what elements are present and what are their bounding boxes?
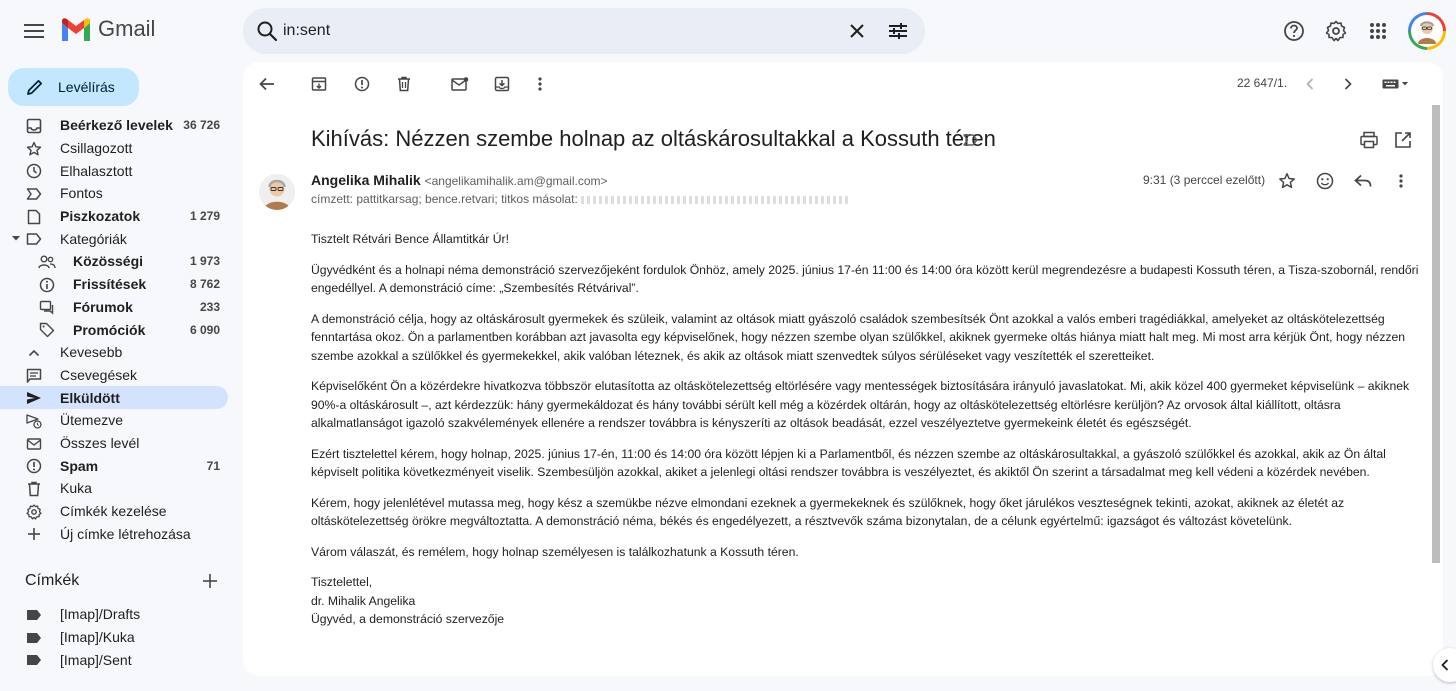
message-panel [243, 62, 1443, 676]
sidebar-item-label: Címkék kezelése [60, 503, 167, 520]
search-icon[interactable] [255, 19, 279, 43]
sidebar-item-label: Kuka [60, 480, 92, 497]
star-icon[interactable] [1276, 170, 1298, 192]
draft-file-icon [25, 208, 43, 226]
recipients-line[interactable] [311, 192, 851, 206]
label-item-text: [Imap]/Drafts [60, 606, 141, 623]
sidebar-item-label: Kevesebb [60, 344, 123, 361]
sidebar-item-label: Piszkozatok [60, 208, 141, 225]
sidebar-item-drafts[interactable] [0, 205, 228, 228]
sidebar-item-trash[interactable] [0, 477, 228, 500]
sidebar-item-label: Közösségi [73, 253, 144, 270]
gmail-m-icon [60, 16, 92, 42]
caret-down-icon[interactable] [11, 233, 21, 243]
sidebar-item-create-label[interactable] [0, 522, 228, 545]
label-item-text: [Imap]/Kuka [60, 629, 135, 646]
sidebar-nav [0, 114, 240, 545]
sidebar-item-starred[interactable] [0, 137, 228, 160]
delete-trash-icon[interactable] [394, 74, 414, 94]
info-icon [38, 276, 56, 294]
plus-icon [25, 525, 43, 543]
sidebar-item-scheduled[interactable] [0, 409, 228, 432]
sidebar-item-updates[interactable] [0, 273, 228, 296]
gmail-logo[interactable] [60, 16, 155, 42]
account-avatar-image [1411, 15, 1443, 47]
top-bar [0, 0, 1456, 62]
sidebar-item-label: Promóciók [73, 321, 146, 338]
label-item-kuka[interactable] [0, 626, 228, 649]
spam-icon [25, 457, 43, 475]
sidebar-item-label: Csillagozott [60, 140, 133, 157]
main-menu-icon[interactable] [20, 17, 48, 45]
signoff-line: Ügyvéd, a demonstráció szervezője [311, 612, 505, 626]
archive-icon[interactable] [309, 74, 329, 94]
help-icon[interactable] [1278, 11, 1310, 51]
sender-name[interactable]: Angelika Mihalik [311, 172, 421, 188]
emoji-react-icon[interactable] [1314, 170, 1336, 192]
sidebar-item-less[interactable] [0, 341, 228, 364]
important-marker-icon[interactable] [961, 130, 981, 150]
sender-email: <angelikamihalik.am@gmail.com> [424, 174, 608, 188]
sidebar-item-social[interactable] [0, 250, 228, 273]
chevron-left-icon [1441, 659, 1449, 671]
print-icon[interactable] [1359, 130, 1379, 150]
search-bar [243, 8, 925, 54]
scrollbar-thumb[interactable] [1432, 105, 1440, 563]
sidebar-item-label: Kategóriák [60, 230, 127, 247]
important-icon [25, 185, 43, 203]
body-paragraph: Várom válaszát, és remélem, hogy holnap személyesen is találkozhatunk a Kossuth téren. [311, 544, 799, 559]
sender-info [311, 172, 608, 188]
search-options-icon[interactable] [886, 19, 910, 43]
signoff-line: Tisztelettel, [311, 575, 373, 589]
sidebar-item-snoozed[interactable] [0, 159, 228, 182]
sidebar-item-count: 71 [206, 458, 220, 473]
label-filled-icon [25, 651, 43, 669]
apps-grid-icon[interactable] [1362, 11, 1394, 51]
search-input[interactable] [283, 20, 843, 42]
side-panel-toggle[interactable] [1433, 648, 1456, 682]
mark-unread-icon[interactable] [450, 74, 470, 94]
body-paragraph: Ügyvédként és a holnapi néma demonstráció szervezőjeként fordulok Önhöz, amely 2025. június 17-én 11:00 és 14:00 óra között kerül megrendezésre a budapesti Kossuth téren, a Tisza-szobornál, rendőri engedéllyel. A demonstráció címe: „Szembesítés Rétvárival”. [311, 262, 1419, 295]
settings-gear-icon[interactable] [1320, 11, 1352, 51]
body-paragraph: Ezért tisztelettel kérem, hogy holnap, 2025. június 17-én, 11:00 és 14:00 óra között lépjen ki a Parlamentből, és nézzen szembe az oltáskárosultakkal, a gyászoló szülőkkel és azokkal, akik az Ön által képviselt politika következményeit viselik. Szembesüljön azokkal, akiket a jelenlegi oltási rendszer továbbra is veszélyeztet, és akiktől Ön szerint a társadalmat meg kell védeni a közérdek nevében. [311, 446, 1386, 479]
sidebar-item-count: 6 090 [189, 322, 220, 337]
sidebar-item-label: Ütemezve [60, 412, 124, 429]
sidebar-item-label: Spam [60, 457, 99, 474]
open-new-window-icon[interactable] [1393, 130, 1413, 150]
sidebar-item-promotions[interactable] [0, 318, 228, 341]
labels-section-title: Címkék [25, 572, 80, 589]
forum-icon [38, 299, 56, 317]
back-arrow-icon[interactable] [257, 74, 277, 94]
inbox-icon [25, 117, 43, 135]
message-toolbar [243, 62, 1443, 106]
message-body [311, 230, 1421, 629]
pencil-icon [26, 78, 44, 96]
compose-button[interactable] [8, 68, 139, 106]
app-name: Gmail [98, 16, 156, 41]
sidebar-item-chats[interactable] [0, 364, 228, 387]
sidebar-item-label: Frissítések [73, 276, 147, 293]
sidebar-item-count: 36 726 [183, 118, 220, 133]
people-icon [38, 253, 56, 271]
body-paragraph: A demonstráció célja, hogy az oltáskárosult gyermekek és szüleik, valamint az oltások miatt gyászoló családok szembesítsék Önt azokkal a valós emberi tragédiákkal, amelyeket az oltáskötelezettség fenntartása okoz. Ön a parlamentben korábban azt javasolta egy képviselőnek, hogy nézzen szembe olyan szülőkkel, akiknek gyermeke oltás hiánya miatt halt meg. Mi most arra kérjük Önt, hogy nézzen szembe azokkal a szülőkkel és gyermekekkel, akik valóban léteznek, és akik az oltások miatt szenvedtek súlyos sérüléseket vagy veszítették el szeretteiket. [311, 311, 1406, 363]
label-item-drafts[interactable] [0, 603, 228, 626]
send-icon [25, 389, 43, 407]
sidebar-item-label: Elküldött [60, 389, 120, 406]
sidebar-item-sent[interactable] [0, 386, 228, 409]
more-vertical-icon[interactable] [530, 74, 550, 94]
message-timestamp: 9:31 (3 perccel ezelőtt) [1143, 173, 1266, 187]
label-filled-icon [25, 606, 43, 624]
sidebar-item-all-mail[interactable] [0, 432, 228, 455]
trash-icon [25, 480, 43, 498]
sidebar-item-label: Új címke létrehozása [60, 525, 191, 542]
close-icon[interactable] [845, 19, 869, 43]
message-subject: Kihívás: Nézzen szembe holnap az oltáskárosultakkal a Kossuth téren [311, 126, 996, 151]
all-mail-icon [25, 435, 43, 453]
add-label-plus-icon[interactable] [200, 571, 220, 591]
move-to-inbox-icon[interactable] [492, 74, 512, 94]
sidebar-item-label: Beérkező levelek [60, 117, 173, 134]
sidebar-item-label: Fórumok [73, 298, 133, 315]
star-icon [25, 140, 43, 158]
sender-avatar[interactable] [259, 174, 295, 210]
chat-icon [25, 367, 43, 385]
sidebar-item-label: Elhalasztott [60, 162, 133, 179]
chevron-right-icon[interactable] [1338, 74, 1358, 94]
sidebar-item-count: 1 973 [189, 254, 220, 269]
chevron-up-icon [25, 344, 43, 362]
scheduled-send-icon [25, 412, 43, 430]
sidebar-item-manage-labels[interactable] [0, 500, 228, 523]
sidebar-item-count: 233 [199, 299, 220, 314]
redacted-recipients [581, 196, 851, 204]
reply-icon[interactable] [1352, 170, 1374, 192]
account-avatar[interactable] [1408, 12, 1446, 50]
chevron-left-icon[interactable] [1300, 74, 1320, 94]
label-icon [25, 230, 43, 248]
keyboard-input-icon[interactable] [1381, 74, 1411, 94]
sidebar-item-forums[interactable] [0, 296, 228, 319]
clock-icon [25, 162, 43, 180]
tag-icon [38, 321, 56, 339]
sidebar-item-count: 1 279 [189, 209, 220, 224]
report-spam-icon[interactable] [352, 74, 372, 94]
gear-icon [25, 503, 43, 521]
recipients-text: címzett: pattitkarsag; bence.retvari; titkos másolat: [311, 192, 578, 206]
signature-block [311, 573, 1421, 629]
message-more-icon[interactable] [1390, 170, 1412, 192]
sidebar-item-spam[interactable] [0, 454, 228, 477]
label-item-text: [Imap]/Sent [60, 651, 132, 668]
sidebar-item-label: Összes levél [60, 434, 140, 451]
label-item-sent[interactable] [0, 648, 228, 671]
pagination-count: 22 647/1. [1237, 76, 1288, 90]
body-paragraph: Képviselőként Ön a közérdekre hivatkozva többször elutasította az oltáskötelezettség eltörlésére vagy mentességek biztosítására irányuló javaslatokat. Mi, akik közel 400 gyermeket képviselünk – akiknek 90%-a oltáskárosult –, azt kérdezzük: hány gyermekáldozat és hány további sérült kell még a közérdek oltárán, hogy az oltáskötelezettség eltörlésre kerüljön? Az orvosok által kiállított, oltásra alkalmatlanságot igazoló szakvélemények ellenére a rendszer továbbra is kényszeríti az oltások beadását, ezzel veszélyeztetve gyermekeink életét és egészségét. [311, 379, 1410, 430]
body-paragraph: Kérem, hogy jelenlétével mutassa meg, hogy kész a szemükbe nézve elmondani ezeknek a gyermekeknek és szülőknek, hogy őket járulékos veszteségnek tekinti, azokat, akiknek az életét az oltáskötelezettség örökre megváltoztatta. A demonstráció néma, békés és engedélyezett, a résztvevők száma bizonytalan, de a célunk egyértelmű: igazságot és változást követelünk. [311, 495, 1345, 528]
sidebar-item-important[interactable] [0, 182, 228, 205]
compose-label: Levélírás [58, 79, 115, 95]
label-filled-icon [25, 629, 43, 647]
sidebar-item-label: Fontos [60, 185, 103, 202]
signoff-line: dr. Mihalik Angelika [311, 593, 416, 608]
sidebar-item-label: Csevegések [60, 366, 138, 383]
body-paragraph: Tisztelt Rétvári Bence Államtitkár Úr! [311, 232, 509, 246]
sidebar-item-inbox[interactable] [0, 114, 228, 137]
sidebar-item-categories[interactable] [0, 227, 228, 250]
top-right-actions [1278, 11, 1446, 51]
labels-list [0, 603, 240, 671]
sidebar-item-count: 8 762 [189, 277, 220, 292]
